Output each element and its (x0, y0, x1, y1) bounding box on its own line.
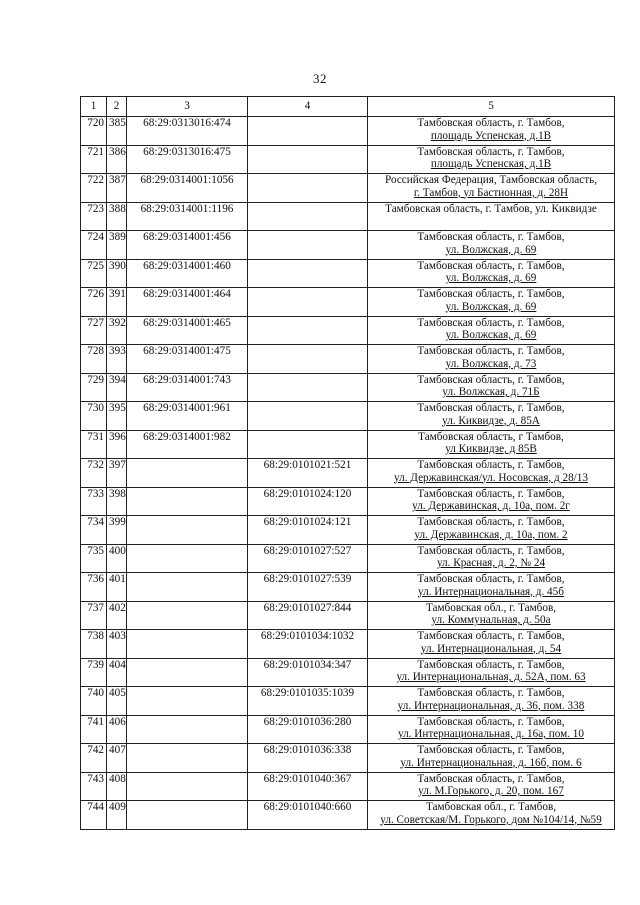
cadastral-number-col4 (248, 430, 368, 459)
row-number: 743 (81, 772, 107, 801)
address-cell (368, 202, 615, 231)
address-line: площадь Успенская, д.1В (430, 129, 552, 142)
address-cell (368, 487, 615, 516)
row-number: 740 (81, 687, 107, 716)
address-cell (368, 658, 615, 687)
row-subnumber: 400 (107, 544, 127, 573)
cadastral-number-col3: 68:29:0314001:1056 (127, 174, 248, 203)
address-line: Тамбовская область, г Тамбов, (418, 430, 564, 443)
table-row (81, 202, 615, 231)
row-number: 738 (81, 630, 107, 659)
address-line: ул. Коммунальная, д. 50а (431, 614, 551, 626)
cadastral-number-col3 (127, 601, 248, 630)
address-cell (368, 601, 615, 630)
row-subnumber: 394 (107, 373, 127, 402)
cadastral-number-col4 (248, 402, 368, 431)
cadastral-number-col3: 68:29:0314001:961 (127, 402, 248, 431)
address-cell (368, 402, 615, 431)
address-line: Тамбовская область, г. Тамбов, ул. Киквидзе (385, 202, 597, 215)
table-row (81, 145, 615, 174)
row-number: 733 (81, 487, 107, 516)
address-line: Тамбовская область, г. Тамбов, (417, 231, 565, 243)
header-col-1: 1 (81, 97, 107, 117)
address-line: ул. Интернациональная, д. 52А, пом. 63 (396, 671, 586, 683)
table-row (81, 288, 615, 317)
row-subnumber: 399 (107, 516, 127, 545)
table-row (81, 516, 615, 545)
address-cell (368, 288, 615, 317)
address-line: Тамбовская область, г. Тамбов, (417, 145, 565, 158)
address-line: ул. Киквидзе, д. 85А (442, 414, 540, 427)
address-line: Тамбовская обл., г. Тамбов, (425, 601, 557, 614)
address-line: ул. Волжская, д. 69 (445, 300, 537, 313)
cadastral-number-col4: 68:29:0101021:521 (248, 459, 368, 488)
row-number: 734 (81, 516, 107, 545)
row-subnumber: 405 (107, 687, 127, 716)
header-col-2: 2 (107, 97, 127, 117)
address-cell (368, 345, 615, 374)
cadastral-number-col3 (127, 630, 248, 659)
cadastral-number-col4 (248, 259, 368, 288)
address-line: ул. Красная, д. 2, № 24 (436, 557, 546, 569)
address-cell (368, 373, 615, 402)
address-line: ул. Интернациональная, д. 16а, пом. 10 (397, 728, 584, 740)
address-line: Тамбовская область, г. Тамбов, (417, 288, 565, 300)
address-cell (368, 687, 615, 716)
page-number: 32 (313, 71, 327, 86)
cadastral-number-col3: 68:29:0314001:1196 (127, 202, 248, 231)
cadastral-number-col3 (127, 459, 248, 488)
table-row (81, 430, 615, 459)
table-row (81, 316, 615, 345)
table-row (81, 687, 615, 716)
table-row (81, 630, 615, 659)
row-subnumber: 397 (107, 459, 127, 488)
table-row (81, 772, 615, 801)
address-line: Тамбовская область, г. Тамбов, (417, 544, 565, 557)
address-cell (368, 259, 615, 288)
row-number: 730 (81, 402, 107, 431)
address-cell (368, 117, 615, 146)
row-number: 742 (81, 744, 107, 773)
row-number: 728 (81, 345, 107, 374)
row-subnumber: 389 (107, 231, 127, 260)
cadastral-number-col3 (127, 544, 248, 573)
cadastral-number-col3: 68:29:0314001:475 (127, 345, 248, 374)
row-subnumber: 407 (107, 744, 127, 773)
address-line: Тамбовская область, г. Тамбов, (417, 687, 565, 699)
cadastral-number-col4: 68:29:0101027:844 (248, 601, 368, 630)
cadastral-number-col3: 68:29:0313016:475 (127, 145, 248, 174)
cadastral-number-col4 (248, 373, 368, 402)
table-row (81, 259, 615, 288)
address-line: ул. М.Горького, д. 20, пом. 167 (418, 785, 564, 797)
cadastral-number-col3: 68:29:0314001:460 (127, 259, 248, 288)
table-row (81, 544, 615, 573)
address-line: ул. Волжская, д. 69 (445, 329, 537, 341)
cadastral-number-col4 (248, 316, 368, 345)
row-number: 735 (81, 544, 107, 573)
row-subnumber: 393 (107, 345, 127, 374)
row-subnumber: 387 (107, 174, 127, 203)
address-line: Тамбовская область, г. Тамбов, (417, 658, 565, 671)
row-number: 737 (81, 601, 107, 630)
address-cell (368, 459, 615, 488)
cadastral-number-col3 (127, 744, 248, 773)
row-subnumber: 408 (107, 772, 127, 801)
address-line: ул. Интернациональная, д. 45б (418, 585, 564, 598)
row-number: 729 (81, 373, 107, 402)
row-number: 727 (81, 316, 107, 345)
table-row (81, 744, 615, 773)
cadastral-number-col4: 68:29:0101040:367 (248, 772, 368, 801)
table-row (81, 402, 615, 431)
cadastral-number-col3 (127, 573, 248, 602)
row-subnumber: 398 (107, 487, 127, 516)
address-line: Тамбовская область, г. Тамбов, (417, 117, 565, 129)
address-cell (368, 430, 615, 459)
address-cell (368, 316, 615, 345)
cadastral-number-col3 (127, 801, 248, 830)
row-subnumber: 401 (107, 573, 127, 602)
cadastral-number-col3: 68:29:0313016:474 (127, 117, 248, 146)
row-subnumber: 391 (107, 288, 127, 317)
cadastral-number-col4: 68:29:0101024:120 (248, 487, 368, 516)
row-number: 722 (81, 174, 107, 203)
row-subnumber: 396 (107, 430, 127, 459)
address-line: ул. Волжская, д. 73 (445, 357, 537, 370)
address-line: Тамбовская область, г. Тамбов, (417, 516, 565, 528)
registry-table (80, 96, 615, 830)
cadastral-number-col3: 68:29:0314001:465 (127, 316, 248, 345)
address-line: ул. Советская/М. Горького, дом №104/14, №59 (380, 813, 602, 826)
address-line: Тамбовская область, г. Тамбов, (417, 316, 565, 329)
cadastral-number-col3: 68:29:0314001:464 (127, 288, 248, 317)
cadastral-number-col4: 68:29:0101040:660 (248, 801, 368, 830)
table-row (81, 573, 615, 602)
cadastral-number-col4 (248, 174, 368, 203)
address-line: ул. Волжская, д. 69 (445, 272, 537, 284)
address-cell (368, 715, 615, 744)
cadastral-number-col3 (127, 715, 248, 744)
table-row (81, 658, 615, 687)
table-row (81, 373, 615, 402)
row-subnumber: 385 (107, 117, 127, 146)
address-line: Тамбовская обл., г. Тамбов, (425, 801, 557, 813)
row-number: 744 (81, 801, 107, 830)
header-col-4: 4 (248, 97, 368, 117)
address-line: ул. Волжская, д. 69 (445, 243, 537, 256)
cadastral-number-col4 (248, 231, 368, 260)
cadastral-number-col4: 68:29:0101027:539 (248, 573, 368, 602)
row-number: 736 (81, 573, 107, 602)
cadastral-number-col4 (248, 202, 368, 231)
address-line: Тамбовская область, г. Тамбов, (417, 744, 565, 756)
cadastral-number-col4: 68:29:0101034:347 (248, 658, 368, 687)
cadastral-number-col3 (127, 658, 248, 687)
cadastral-number-col4 (248, 288, 368, 317)
cadastral-number-col4: 68:29:0101024:121 (248, 516, 368, 545)
address-cell (368, 145, 615, 174)
row-number: 732 (81, 459, 107, 488)
table-row (81, 345, 615, 374)
table-row (81, 459, 615, 488)
row-subnumber: 409 (107, 801, 127, 830)
address-cell (368, 772, 615, 801)
cadastral-number-col3 (127, 687, 248, 716)
row-subnumber: 388 (107, 202, 127, 231)
row-number: 726 (81, 288, 107, 317)
table-row (81, 487, 615, 516)
table-row (81, 715, 615, 744)
address-cell (368, 630, 615, 659)
row-number: 731 (81, 430, 107, 459)
address-line: Тамбовская область, г. Тамбов, (417, 772, 565, 785)
cadastral-number-col3 (127, 487, 248, 516)
address-line: ул. Интернациональная, д. 16б, пом. 6 (400, 756, 582, 769)
table-row (81, 801, 615, 830)
row-subnumber: 404 (107, 658, 127, 687)
row-subnumber: 406 (107, 715, 127, 744)
cadastral-number-col3: 68:29:0314001:982 (127, 430, 248, 459)
cadastral-number-col4: 68:29:0101035:1039 (248, 687, 368, 716)
cadastral-number-col3 (127, 516, 248, 545)
address-line: Российская Федерация, Тамбовская область, (385, 174, 597, 186)
cadastral-number-col4: 68:29:0101036:338 (248, 744, 368, 773)
header-col-5: 5 (368, 97, 615, 117)
cadastral-number-col3 (127, 772, 248, 801)
address-line: ул. Волжская, д. 71Б (442, 386, 540, 398)
address-line: Тамбовская область, г. Тамбов, (417, 715, 565, 728)
address-line: Тамбовская область, г. Тамбов, (417, 373, 565, 386)
cadastral-number-col4: 68:29:0101036:280 (248, 715, 368, 744)
address-line: ул. Интернациональная, д. 54 (420, 642, 562, 655)
table-row (81, 601, 615, 630)
row-number: 724 (81, 231, 107, 260)
header-row (81, 97, 615, 117)
address-cell (368, 744, 615, 773)
address-line: ул. Интернациональная, д. 36, пом. 338 (397, 699, 585, 712)
address-line: ул Киквидзе, д 85В (445, 443, 537, 455)
cadastral-number-col4 (248, 145, 368, 174)
table-row (81, 231, 615, 260)
address-line: Тамбовская область, г. Тамбов, (417, 487, 565, 500)
address-cell (368, 231, 615, 260)
address-line: Тамбовская область, г. Тамбов, (417, 402, 565, 414)
header-col-3: 3 (127, 97, 248, 117)
address-line: площадь Успенская, д.1В (430, 158, 552, 170)
row-subnumber: 392 (107, 316, 127, 345)
row-number: 721 (81, 145, 107, 174)
table-body (81, 117, 615, 830)
address-cell (368, 516, 615, 545)
row-subnumber: 386 (107, 145, 127, 174)
row-subnumber: 402 (107, 601, 127, 630)
cadastral-number-col4: 68:29:0101027:527 (248, 544, 368, 573)
table-row (81, 174, 615, 203)
address-line: Тамбовская область, г. Тамбов, (417, 630, 565, 642)
address-cell (368, 174, 615, 203)
table-row (81, 117, 615, 146)
address-line: Тамбовская область, г. Тамбов, (417, 459, 565, 471)
cadastral-number-col4 (248, 117, 368, 146)
row-subnumber: 390 (107, 259, 127, 288)
address-cell (368, 544, 615, 573)
address-cell (368, 801, 615, 830)
cadastral-number-col3: 68:29:0314001:743 (127, 373, 248, 402)
row-number: 741 (81, 715, 107, 744)
row-number: 723 (81, 202, 107, 231)
address-line: г. Тамбов, ул Бастионная, д. 28Н (413, 186, 569, 199)
address-line: ул. Державинская, д. 10а, пом. 2г (412, 500, 570, 512)
address-cell (368, 573, 615, 602)
row-subnumber: 395 (107, 402, 127, 431)
cadastral-number-col3: 68:29:0314001:456 (127, 231, 248, 260)
address-line: ул. Державинская, д. 10а, пом. 2 (414, 528, 568, 541)
address-line: Тамбовская область, г. Тамбов, (417, 259, 565, 272)
cadastral-number-col4 (248, 345, 368, 374)
row-number: 720 (81, 117, 107, 146)
address-line: Тамбовская область, г. Тамбов, (417, 573, 565, 585)
row-subnumber: 403 (107, 630, 127, 659)
address-line: ул. Державинская/ул. Носовская, д 28/13 (394, 471, 588, 484)
address-line: Тамбовская область, г. Тамбов, (417, 345, 565, 357)
row-number: 725 (81, 259, 107, 288)
cadastral-number-col4: 68:29:0101034:1032 (248, 630, 368, 659)
row-number: 739 (81, 658, 107, 687)
